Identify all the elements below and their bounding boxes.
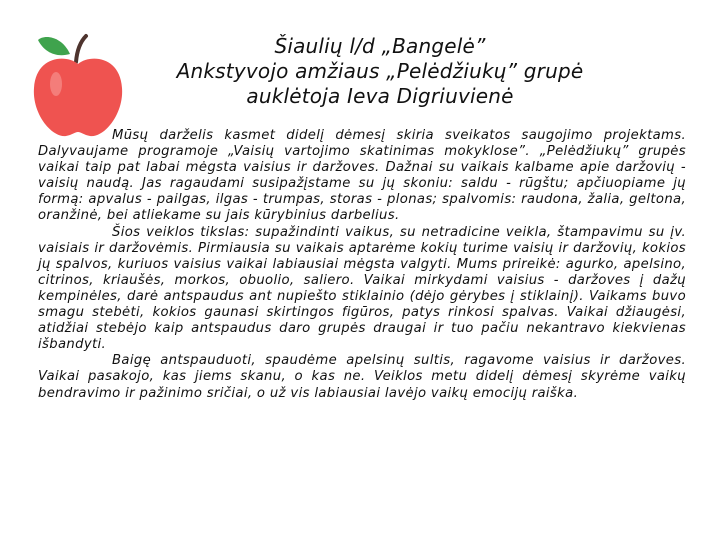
- apple-icon: [22, 28, 134, 140]
- page-title: [120, 34, 640, 109]
- apple-stem: [76, 36, 86, 62]
- apple-leaf: [38, 37, 70, 55]
- paragraph-conclusion: Baigę antspauduoti, spaudėme apelsinų sultis, ragavome vaisius ir daržoves. Vaikai pasakojo, kas jiems skanu, o kas ne. Veiklos metu didelį dėmesį skyrėme vaikų bendravimo ir pažinimo sričiai, o už vis labiausiai lavėjo vaikų emocijų raiška.: [38, 353, 686, 401]
- title-line-teacher: auklėtoja Ieva Digriuvienė: [246, 84, 514, 108]
- apple-body: [34, 59, 122, 136]
- paragraph-activity: Šios veiklos tikslas: supažindinti vaikus, su netradicine veikla, štampavimu su įv. vaisiais ir daržovėmis. Pirmiausia su vaikais aptarėme kokių turime vaisių ir daržovių, kokios jų spalvos, kuriuos vaisius vaikai labiausiai mėgsta valgyti. Mums prireikė: agurko, apelsino, citrinos, kriaušės, morkos, obuolio, saliero. Vaikai mirkydami vaisius - daržoves į dažų kempinėles, darė antspaudus ant nupiešto stiklainio (dėjo gėrybes į stiklainį). Vaikams buvo smagu stebėti, kokios gaunasi skirtingos figūros, patys rinkosi spalvas. Vaikai džiaugėsi, atidžiai stebėjo kaip antspaudus daro grupės draugai ir tuo pačiu nekantravo kiekvienas išbandyti.: [38, 224, 686, 353]
- article-body: [38, 128, 686, 402]
- title-line-kindergarten: Šiaulių l/d „Bangelė”: [274, 34, 486, 58]
- paragraph-intro: Mūsų darželis kasmet didelį dėmesį skiria sveikatos saugojimo projektams. Dalyvaujame programoje „Vaisių vartojimo skatinimas mokyklose”. „Pelėdžiukų” grupės vaikai taip pat labai mėgsta vaisius ir daržoves. Dažnai su vaikais kalbame apie daržovių - vaisių naudą. Jas ragaudami susipažįstame su jų skoniu: saldu - rūgštu; apčiuopiame jų formą: apvalus - pailgas, ilgas - trumpas, storas - plonas; spalvomis: raudona, žalia, geltona, oranžinė, bei atliekame su jais kūrybinius darbelius.: [38, 128, 686, 224]
- title-line-group: Ankstyvojo amžiaus „Pelėdžiukų” grupė: [176, 59, 584, 83]
